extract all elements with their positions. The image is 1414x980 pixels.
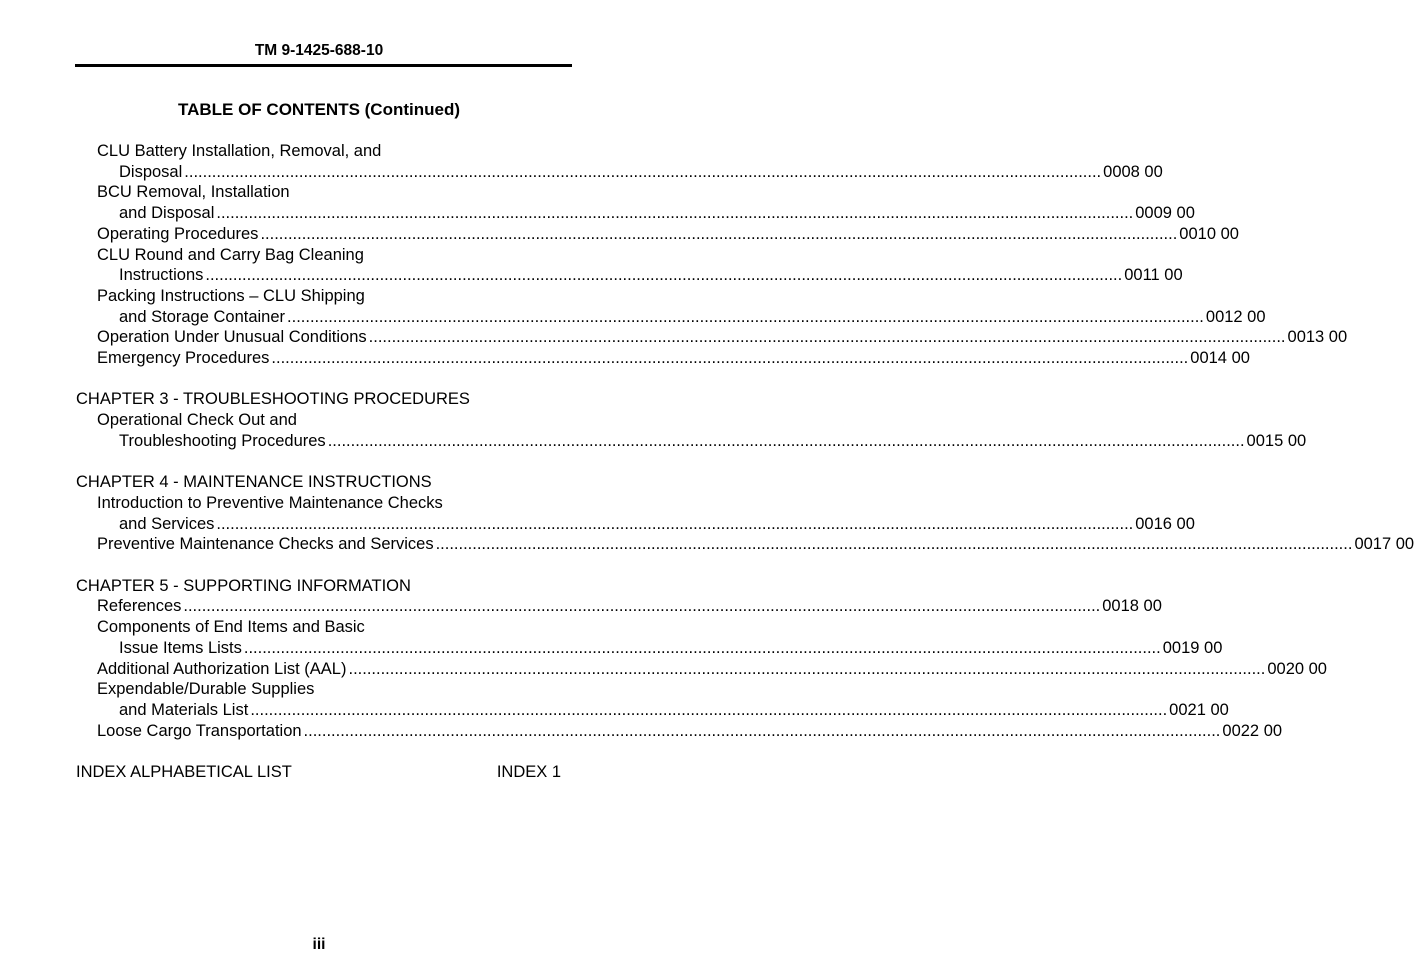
toc-page-number: 0014 00: [1190, 349, 1250, 367]
toc-page-number: 0010 00: [1179, 224, 1239, 243]
toc-entry-title: and Disposal: [119, 204, 215, 223]
toc-leader-dots: ........................................................................................................................................................................................................: [327, 431, 1245, 450]
toc-entry[interactable]: [97, 659, 1327, 680]
toc-entry-title: Issue Items Lists: [119, 638, 242, 657]
toc-chapter-heading: [76, 576, 411, 597]
toc-entry[interactable]: [97, 596, 1162, 617]
toc-entry-title: Expendable/Durable Supplies: [97, 680, 315, 699]
page-number: iii: [312, 936, 326, 953]
toc-title: TABLE OF CONTENTS (Continued): [177, 100, 461, 119]
toc-entry-title: References: [97, 597, 182, 616]
toc-leader-dots: ........................................................................................................................................................................................................: [216, 204, 1134, 223]
toc-entry: [97, 493, 443, 514]
toc-entry-title: Operating Procedures: [97, 224, 259, 243]
toc-page-number: 0017 00: [1354, 535, 1414, 554]
toc-entry-title: Troubleshooting Procedures: [119, 431, 326, 450]
toc-chapter-heading: [76, 472, 432, 493]
toc-entry[interactable]: [119, 431, 1307, 452]
toc-entry[interactable]: [119, 307, 1266, 328]
toc-leader-dots: ........................................................................................................................................................................................................: [183, 597, 1101, 616]
toc-entry[interactable]: [119, 265, 1183, 286]
toc-entry: [97, 141, 381, 162]
toc-entry[interactable]: [119, 203, 1195, 224]
toc-page-number: 0012 00: [1205, 307, 1266, 326]
toc-page-number: 0009 00: [1135, 204, 1195, 223]
toc-entry-title: Packing Instructions – CLU Shipping: [97, 286, 365, 305]
toc-entry-title: CLU Battery Installation, Removal, and: [97, 142, 382, 160]
toc-entry-title: and Materials List: [119, 700, 249, 719]
toc-page-number: 0020 00: [1267, 659, 1327, 678]
toc-entry: [97, 617, 365, 638]
toc-entry-title: Instructions: [119, 266, 204, 285]
toc-entry-title: CHAPTER 4 - MAINTENANCE INSTRUCTIONS: [76, 473, 432, 492]
toc-entry-title: Introduction to Preventive Maintenance Checks: [97, 493, 443, 512]
toc-page-number: 0019 00: [1162, 638, 1223, 657]
toc-entry: [97, 679, 314, 700]
toc-leader-dots: ........................................................................................................................................................................................................: [348, 659, 1266, 678]
toc-entry-title: Operation Under Unusual Conditions: [97, 328, 367, 347]
toc-leader-dots: ........................................................................................................................................................................................................: [303, 721, 1221, 740]
header-divider: [75, 64, 572, 67]
toc-entry[interactable]: [97, 534, 1414, 555]
toc-page-number: 0013 00: [1287, 328, 1348, 347]
toc-chapter-heading[interactable]: [76, 762, 561, 783]
toc-page-number: 0016 00: [1135, 514, 1195, 533]
toc-page-number: 0011 00: [1124, 266, 1183, 285]
toc-entry[interactable]: [97, 348, 1250, 369]
toc-entry[interactable]: [97, 224, 1239, 245]
toc-entry[interactable]: [119, 700, 1229, 721]
toc-entry-title: Preventive Maintenance Checks and Services: [97, 535, 434, 554]
toc-entry: [97, 245, 364, 266]
document-number: TM 9-1425-688-10: [254, 42, 384, 59]
toc-entry: [97, 410, 297, 431]
toc-entry[interactable]: [119, 638, 1223, 659]
toc-entry-title: BCU Removal, Installation: [97, 183, 290, 202]
toc-entry-title: Operational Check Out and: [97, 411, 297, 430]
toc-leader-dots: ........................................................................................................................................................................................................: [250, 700, 1168, 719]
toc-entry-title: Loose Cargo Transportation: [97, 721, 302, 740]
toc-leader-dots: ........................................................................................................................................................................................................: [271, 349, 1189, 367]
toc-entry-title: CHAPTER 5 - SUPPORTING INFORMATION: [76, 576, 411, 595]
toc-entry: [97, 182, 290, 203]
toc-leader-dots: ........................................................................................................................................................................................................: [216, 514, 1134, 533]
toc-page-number: 0022 00: [1222, 721, 1283, 740]
toc-page-number: 0018 00: [1102, 597, 1162, 616]
toc-leader-dots: ........................................................................................................................................................................................................: [435, 535, 1353, 554]
toc-entry-title: Disposal: [119, 162, 183, 181]
toc-page-number: 0021 00: [1169, 700, 1229, 719]
toc-page-number: 0015 00: [1246, 431, 1307, 450]
toc-leader-dots: ........................................................................................................................................................................................................: [184, 162, 1102, 181]
toc-leader-dots: ........................................................................................................................................................................................................: [205, 266, 1123, 285]
toc-entry[interactable]: [119, 514, 1195, 535]
toc-entry[interactable]: [97, 327, 1348, 348]
toc-chapter-heading: [76, 389, 470, 410]
toc-entry-title: Additional Authorization List (AAL): [97, 659, 347, 678]
toc-leader-dots: ........................................................................................................................................................................................................: [243, 638, 1161, 657]
toc-entry-title: INDEX ALPHABETICAL LIST: [76, 763, 292, 781]
toc-leader-dots: ........................................................................................................................................................................................................: [287, 307, 1204, 326]
toc-entry-title: Emergency Procedures: [97, 349, 270, 367]
toc-leader-dots: ........................................................................................................................................................................................................: [368, 328, 1286, 347]
toc-entry[interactable]: [119, 162, 1163, 183]
toc-entry: [97, 286, 365, 307]
toc-page-number: 0008 00: [1103, 162, 1163, 181]
toc-entry-title: and Services: [119, 514, 215, 533]
toc-entry-title: CHAPTER 3 - TROUBLESHOOTING PROCEDURES: [76, 390, 470, 409]
toc-page-number: INDEX 1: [496, 763, 561, 781]
toc-entry-title: Components of End Items and Basic: [97, 618, 365, 637]
toc-leader-dots: ........................................................................................................................................................................................................: [260, 224, 1178, 243]
toc-entry-title: CLU Round and Carry Bag Cleaning: [97, 245, 364, 264]
toc-entry[interactable]: [97, 721, 1283, 742]
toc-entry-title: and Storage Container: [119, 307, 286, 326]
